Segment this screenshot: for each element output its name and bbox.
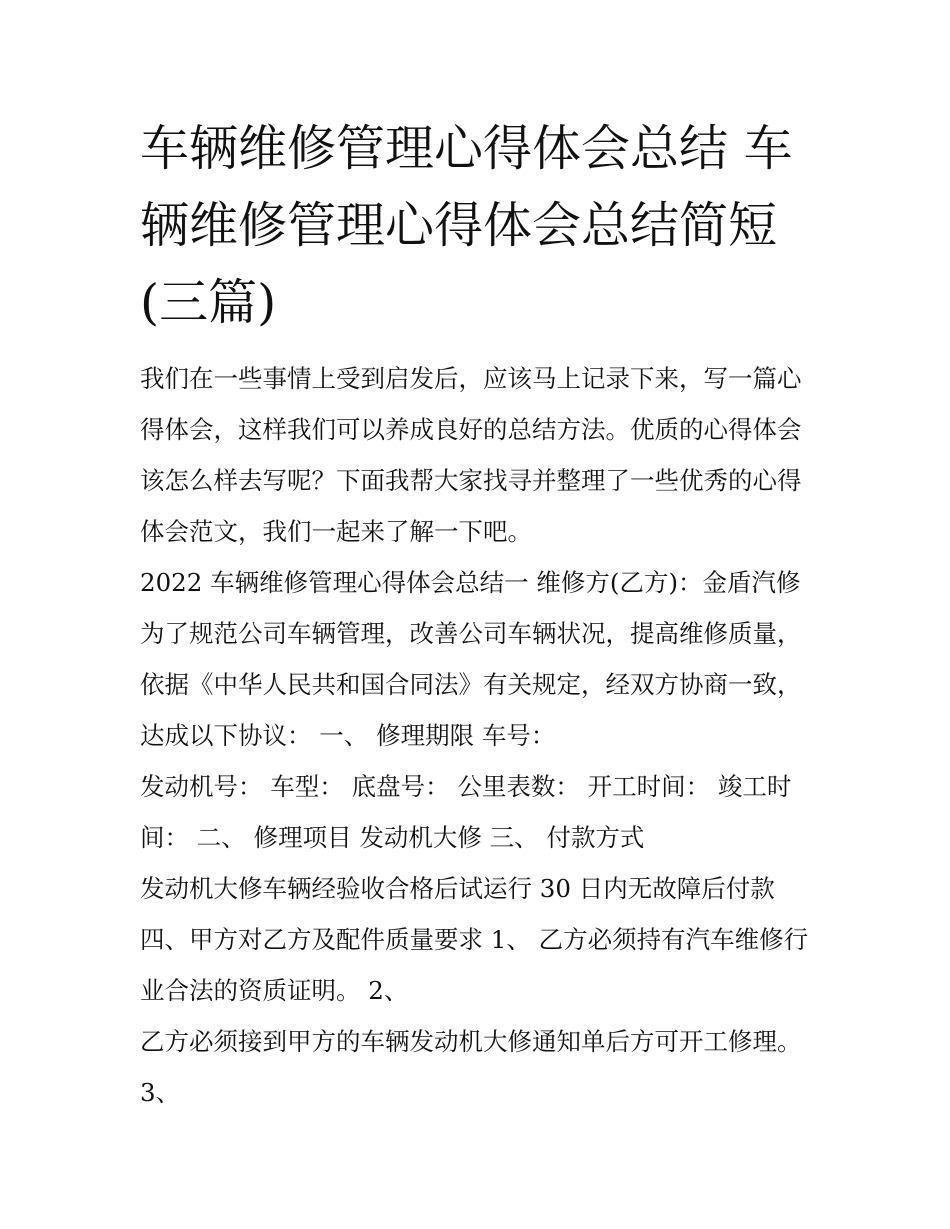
- document-title: [140, 110, 820, 341]
- body-line: 依据《中华人民共和国合同法》有关规定，经双方协商一致，: [140, 670, 802, 699]
- body-line: 达成以下协议： 一、 修理期限 车号：: [140, 721, 556, 750]
- body-line: 发动机号： 车型： 底盘号： 公里表数： 开工时间： 竣工时: [140, 772, 792, 801]
- body-line: 2022 车辆维修管理心得体会总结一 维修方(乙方)：金盾汽修: [140, 568, 801, 597]
- body-line: 该怎么样去写呢？下面我帮大家找寻并整理了一些优秀的心得: [140, 466, 802, 495]
- body-line: 业合法的资质证明。 2、: [140, 976, 409, 1005]
- title-line: 车辆维修管理心得体会总结 车: [140, 120, 793, 177]
- body-line: 我们在一些事情上受到启发后，应该马上记录下来，写一篇心: [140, 364, 802, 393]
- body-line: 发动机大修车辆经验收合格后试运行 30 日内无故障后付款: [140, 874, 775, 903]
- body-line: 得体会，这样我们可以养成良好的总结方法。优质的心得体会: [140, 415, 802, 444]
- body-line: 乙方必须接到甲方的车辆发动机大修通知单后方可开工修理。: [140, 1027, 802, 1056]
- body-line: 体会范文，我们一起来了解一下吧。: [140, 517, 532, 546]
- body-line: 3、: [140, 1078, 181, 1107]
- body-line: 为了规范公司车辆管理，改善公司车辆状况，提高维修质量，: [140, 619, 802, 648]
- title-line: (三篇): [140, 274, 277, 331]
- document-body: [140, 353, 830, 1118]
- body-line: 间： 二、 修理项目 发动机大修 三、 付款方式: [140, 823, 645, 852]
- body-line: 四、甲方对乙方及配件质量要求 1、 乙方必须持有汽车维修行: [140, 925, 809, 954]
- title-line: 辆维修管理心得体会总结简短: [140, 197, 778, 254]
